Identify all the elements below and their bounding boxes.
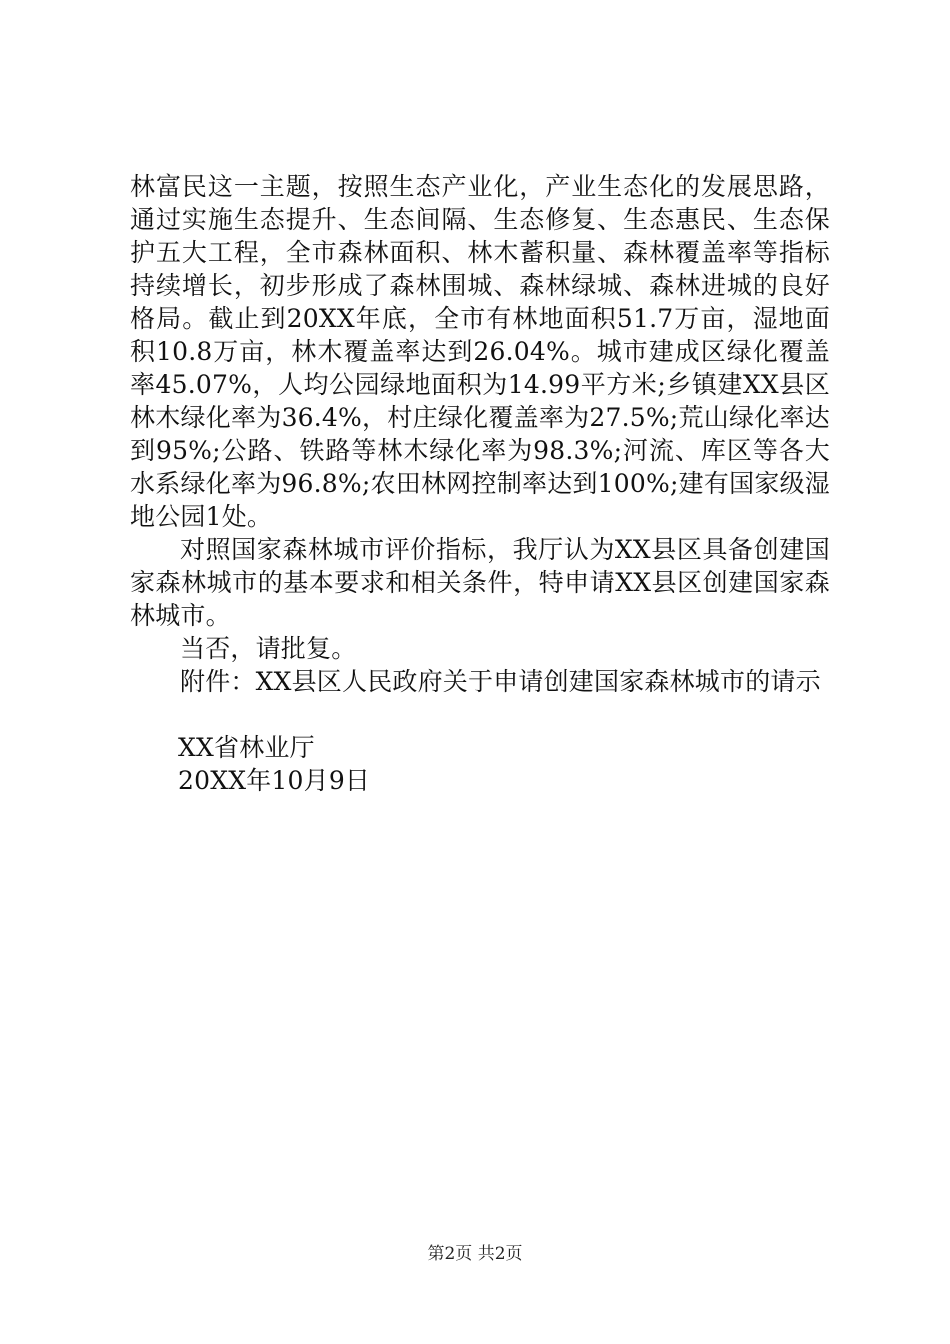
document-body xyxy=(130,170,830,797)
signoff-date: 20XX年10月9日 xyxy=(178,766,371,795)
paragraph-request: 对照国家森林城市评价指标，我厅认为XX县区具备创建国家森林城市的基本要求和相关条件，特申请XX县区创建国家森林城市。 xyxy=(130,535,830,630)
page-footer: 第2页 共2页 xyxy=(427,1244,523,1264)
signoff-block xyxy=(178,731,830,797)
signoff-org: XX省林业厅 xyxy=(178,733,315,762)
paragraph-approval: 当否，请批复。 xyxy=(180,634,357,663)
paragraph-attachment: 附件：XX县区人民政府关于申请创建国家森林城市的请示 xyxy=(180,667,821,696)
paragraph-continuation: 林富民这一主题，按照生态产业化，产业生态化的发展思路，通过实施生态提升、生态间隔、生态修复、生态惠民、生态保护五大工程，全市森林面积、林木蓄积量、森林覆盖率等指标持续增长，初步形成了森林围城、森林绿城、森林进城的良好格局。截止到20XX年底，全市有林地面积51.7万亩，湿地面积10.8万亩，林木覆盖率达到26.04%。城市建成区绿化覆盖率45.07%，人均公园绿地面积为14.99平方米;乡镇建XX县区林木绿化率为36.4%，村庄绿化覆盖率为27.5%;荒山绿化率达到95%;公路、铁路等林木绿化率为98.3%;河流、库区等各大水系绿化率为96.8%;农田林网控制率达到100%;建有国家级湿地公园1处。 xyxy=(130,172,830,531)
